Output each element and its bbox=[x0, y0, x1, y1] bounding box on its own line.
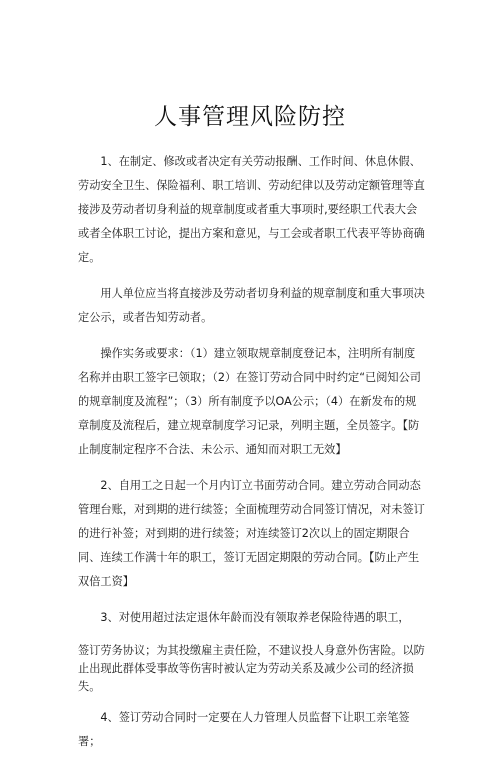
document-title: 人事管理风险防控 bbox=[154, 104, 346, 130]
paragraph-6: 签订劳务协议；为其投缴雇主责任险，不建议投人身意外伤害险。以防止出现此群体受事故等伤害时被认定为劳动关系及减少公司的经济损失。 bbox=[78, 644, 425, 693]
paragraph-7: 4、签订劳动合同时一定要在人力管理人员监督下让职工亲笔签署； bbox=[78, 711, 410, 748]
paragraph-1: 1、在制定、修改或者决定有关劳动报酬、工作时间、休息休假、劳动安全卫生、保险福利、职工培训、劳动纪律以及劳动定额管理等直接涉及劳动者切身利益的规章制度或者重大事项时,要经职工代表大会或者全体职工讨论，提出方案和意见，与工会或者职工代表平等协商确定。 bbox=[78, 155, 425, 264]
paragraph-2: 用人单位应当将直接涉及劳动者切身利益的规章制度和重大事项决定公示，或者告知劳动者。 bbox=[78, 287, 425, 324]
paragraph-4: 2、自用工之日起一个月内订立书面劳动合同。建立劳动合同动态管理台账，对到期的进行续签；全面梳理劳动合同签订情况，对未签订的进行补签；对到期的进行续签；对连续签订2次以上的固定期限合同、连续工作满十年的职工，签订无固定期限的劳动合同。【防止产生双倍工资】 bbox=[78, 479, 425, 588]
paragraph-5: 3、对使用超过法定退休年龄而没有领取养老保险待遇的职工， bbox=[100, 611, 410, 624]
document-body bbox=[78, 150, 426, 766]
paragraph-3: 操作实务或要求：（1）建立领取规章制度登记本，注明所有制度名称并由职工签字已领取；（2）在签订劳动合同中时约定“已阅知公司的规章制度及流程”；（3）所有制度予以OA公示；（4）在新发布的规章制度及流程后，建立规章制度学习记录，列明主题，全员签字。【防止制度制定程序不合法、未公示、通知而对职工无效】 bbox=[78, 347, 421, 456]
